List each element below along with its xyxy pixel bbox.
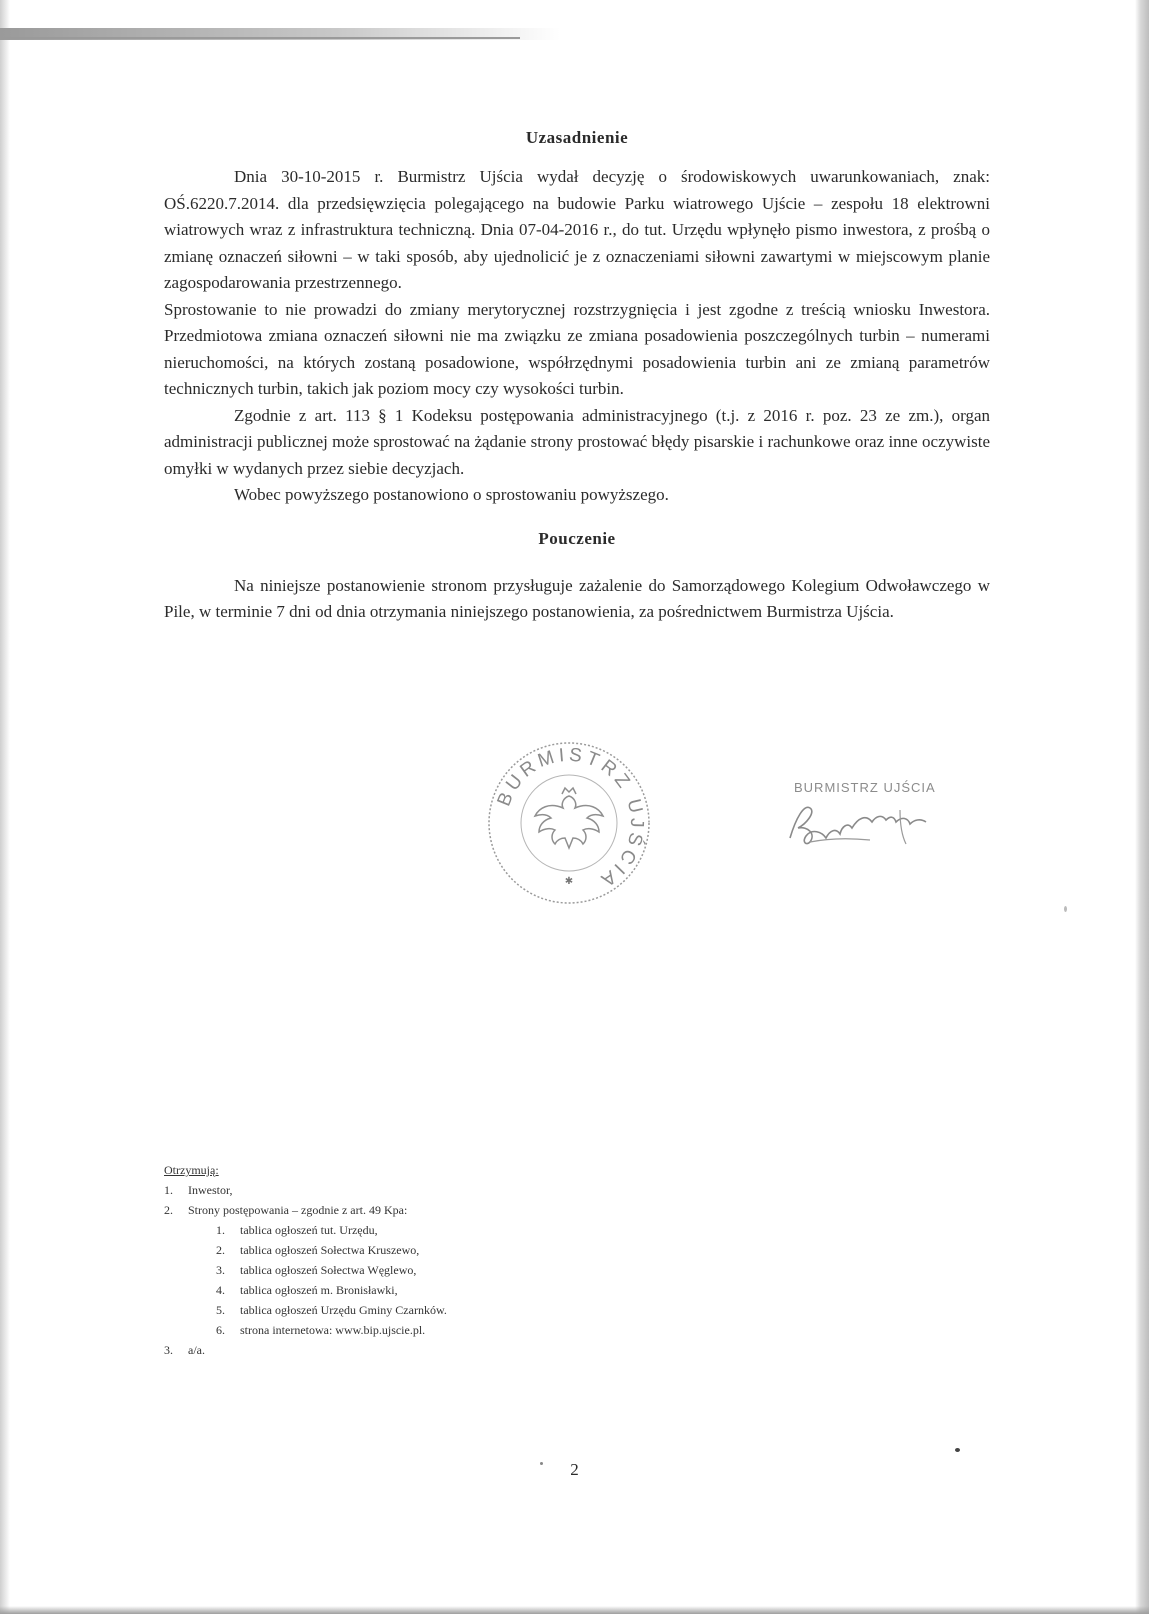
paragraph-instruction: Na niniejsze postanowienie stronom przysługuje zażalenie do Samorządowego Kolegium Odwoławczego w Pile, w terminie 7 dni od dnia otrzymania niniejszego postanowienia, za pośrednictwem Burmistrza Ujścia. — [164, 575, 990, 621]
sub-item-text: strona internetowa: www.bip.ujscie.pl. — [240, 1323, 426, 1337]
svg-text:BURMISTRZ UJŚCIA — [494, 745, 648, 893]
sub-item-number: 5. — [216, 1303, 225, 1317]
sub-list-item — [164, 1260, 684, 1280]
recipients-list — [164, 1160, 684, 1360]
document-body — [164, 128, 990, 626]
sub-item-text: tablica ogłoszeń Sołectwa Węglewo, — [240, 1263, 417, 1277]
sub-item-number: 2. — [216, 1243, 225, 1257]
svg-text:✱: ✱ — [564, 876, 574, 887]
sub-item-number: 3. — [216, 1263, 225, 1277]
paragraph-legal-basis: Zgodnie z art. 113 § 1 Kodeksu postępowania administracyjnego (t.j. z 2016 r. poz. 23 ze zm.), organ administracji publicznej może sprostować na żądanie strony prostować błędy pisarskie i rachunkowe oraz inne oczywiste omyłki w wydanych przez siebie decyzjach. — [164, 405, 990, 478]
stamp-text: BURMISTRZ UJŚCIA — [493, 744, 648, 893]
official-stamp — [484, 738, 654, 908]
scan-speck — [955, 1448, 960, 1452]
stamp-seal-icon — [484, 738, 654, 908]
list-item-text: Inwestor, — [188, 1183, 233, 1197]
list-item — [164, 1200, 684, 1220]
page-number: 2 — [570, 1460, 579, 1479]
sub-item-text: tablica ogłoszeń tut. Urzędu, — [240, 1223, 378, 1237]
scan-artifact-line — [0, 37, 520, 39]
sub-item-text: tablica ogłoszeń Sołectwa Kruszewo, — [240, 1243, 420, 1257]
sub-item-number: 1. — [216, 1223, 225, 1237]
paragraph-decision: Dnia 30-10-2015 r. Burmistrz Ujścia wydał decyzję o środowiskowych uwarunkowaniach, znak: OŚ.6220.7.2014. dla przedsięwzięcia polegającego na budowie Parku wiatrowego Ujście – zespołu 18 elektrowni wiatrowych wraz z infrastruktura techniczną. Dnia 07-04-2016 r., do tut. Urzędu wpłynęło pismo inwestora, z prośbą o zmianę oznaczeń siłowni – w taki sposób, aby ujednolicić je z oznaczeniami siłowni zawartymi w miejscowym planie zagospodarowania przestrzennego. — [164, 167, 990, 292]
paragraph-conclusion: Wobec powyższego postanowiono o sprostowaniu powyższego. — [234, 485, 669, 504]
scan-speck — [540, 1462, 543, 1465]
list-item — [164, 1340, 684, 1360]
paragraph-correction: Sprostowanie to nie prowadzi do zmiany merytorycznej rozstrzygnięcia i jest zgodne z treścią wniosku Inwestora. Przedmiotowa zmiana oznaczeń siłowni nie ma związku ze zmiana posadowienia poszczególnych turbin – numerami nieruchomości, na których zostaną posadowione, współrzędnymi posadowienia turbin ani ze zmianą parametrów technicznych turbin, takich jak poziom mocy czy wysokości turbin. — [164, 299, 990, 398]
scan-edge-right — [1135, 0, 1149, 1614]
list-item-text: Strony postępowania – zgodnie z art. 49 Kpa: — [188, 1203, 408, 1217]
list-item-number: 2. — [164, 1203, 173, 1217]
sub-item-number: 6. — [216, 1323, 225, 1337]
sub-item-text: tablica ogłoszeń Urzędu Gminy Czarnków. — [240, 1303, 447, 1317]
sub-list-item — [164, 1240, 684, 1260]
section-heading-justification: Uzasadnienie — [525, 128, 629, 147]
sub-list-item — [164, 1220, 684, 1240]
sub-list-item — [164, 1280, 684, 1300]
list-item-number: 3. — [164, 1343, 173, 1357]
recipients-title: Otrzymują: — [164, 1163, 219, 1177]
list-item — [164, 1180, 684, 1200]
scan-speck — [1064, 906, 1067, 912]
sub-item-text: tablica ogłoszeń m. Bronisławki, — [240, 1283, 398, 1297]
signature-block — [780, 780, 1010, 860]
signature-stamp-text: BURMISTRZ UJŚCIA — [794, 780, 936, 795]
scan-edge-left — [0, 0, 10, 1614]
section-heading-instruction: Pouczenie — [538, 528, 616, 548]
scan-edge-bottom — [0, 1606, 1149, 1614]
sub-list-item — [164, 1320, 684, 1340]
sub-item-number: 4. — [216, 1283, 225, 1297]
sub-list-item — [164, 1300, 684, 1320]
handwritten-signature-icon — [780, 780, 1010, 860]
list-item-text: a/a. — [188, 1343, 205, 1357]
list-item-number: 1. — [164, 1183, 173, 1197]
